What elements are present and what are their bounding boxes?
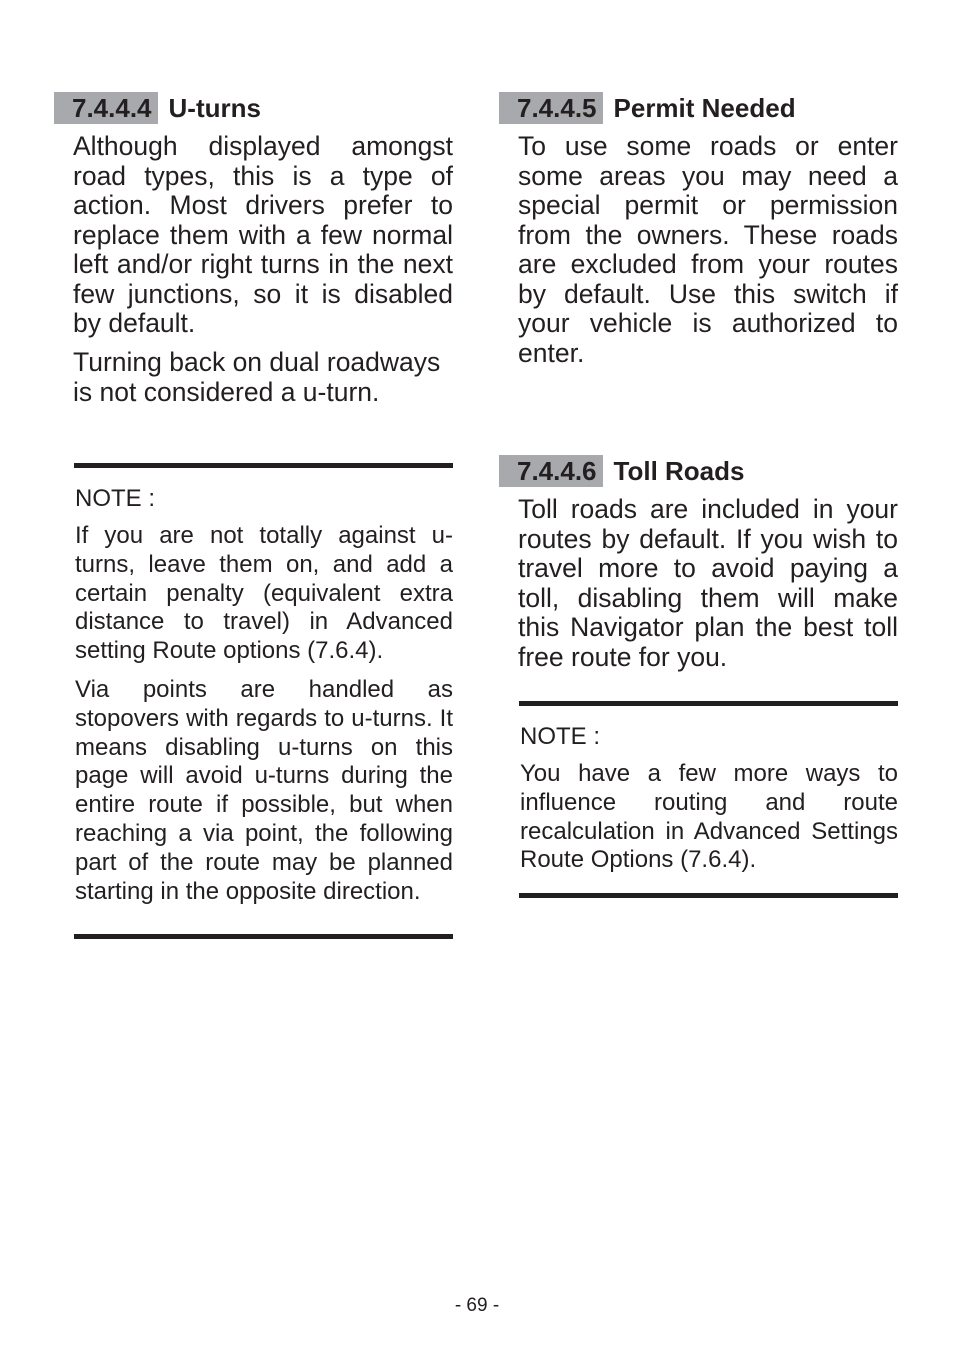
page-number: - 69 - <box>454 1295 500 1316</box>
section-title: Permit Needed <box>613 93 796 123</box>
note-rule-top <box>519 701 898 706</box>
section-heading-toll <box>499 455 744 487</box>
section-number: 7.4.4.4 <box>54 92 158 124</box>
section-number: 7.4.4.5 <box>499 92 603 124</box>
uturns-paragraph-2: Turning back on dual roadways is not considered a u-turn. <box>73 347 441 407</box>
section-title: Toll Roads <box>613 456 745 486</box>
note-label: NOTE : <box>520 723 601 750</box>
section-title: U-turns <box>168 93 261 123</box>
note-paragraph-1: You have a few more ways to influence routing and route recalculation in Advanced Settings Route Options (7.6.4). <box>520 760 898 874</box>
note-rule-top <box>74 463 453 468</box>
section-heading-uturns <box>54 92 261 124</box>
uturns-paragraph-1: Although displayed amongst road types, this is a type of action. Most drivers prefer to replace them with a few normal left and/or right turns in the next few junctions, so it is disabled by default. <box>73 131 453 338</box>
note-paragraph-1: If you are not totally against u-turns, leave them on, and add a certain penalty (equivalent extra distance to travel) in Advanced setting Route options (7.6.4). <box>75 522 453 665</box>
section-heading-permit <box>499 92 796 124</box>
toll-paragraph-1: Toll roads are included in your routes by default. If you wish to travel more to avoid paying a toll, disabling them will make this Navigator plan the best toll free route for you. <box>518 494 898 672</box>
note-paragraph-2: Via points are handled as stopovers with regards to u-turns. It means disabling u-turns on this page will avoid u-turns during the entire route if possible, but when reaching a via point, the following part of the route may be planned starting in the opposite direction. <box>75 676 453 905</box>
note-rule-bottom <box>519 893 898 898</box>
note-rule-bottom <box>74 934 453 939</box>
permit-paragraph-1: To use some roads or enter some areas you may need a special permit or permission from the owners. These roads are excluded from your routes by default. Use this switch if your vehicle is authorized to enter. <box>518 131 898 368</box>
note-label: NOTE : <box>75 485 156 512</box>
section-number: 7.4.4.6 <box>499 455 603 487</box>
